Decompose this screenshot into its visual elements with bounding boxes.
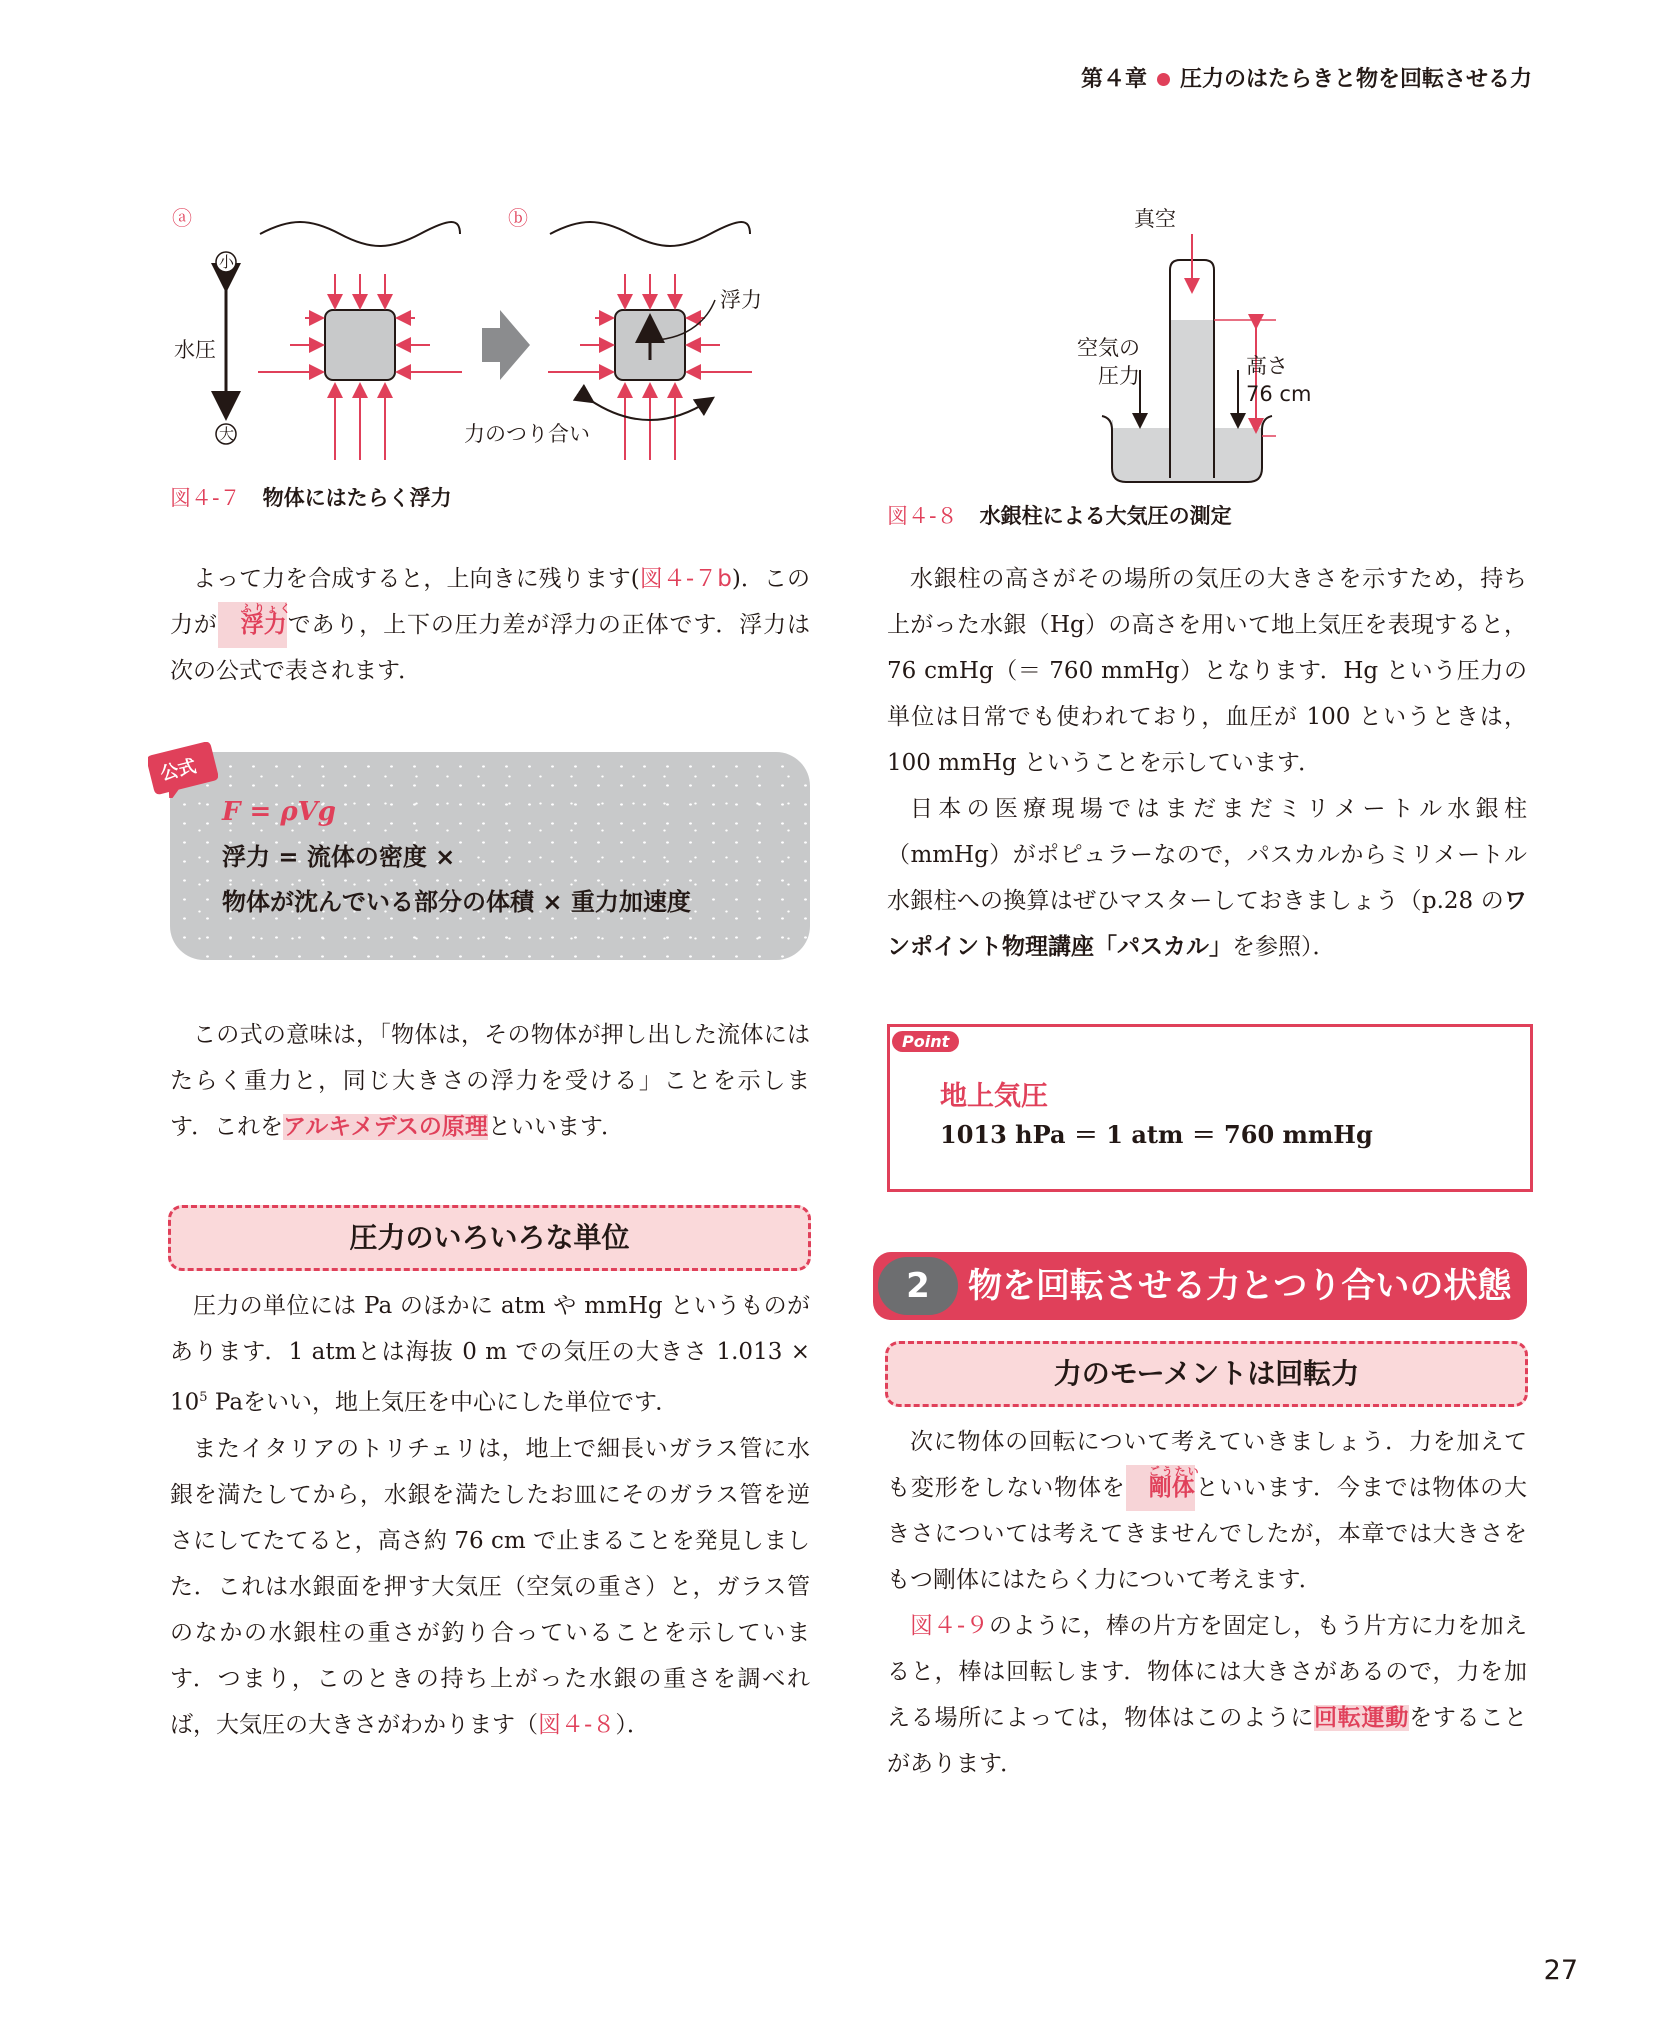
section-title: 物を回転させる力とつり合いの状態 bbox=[968, 1266, 1512, 1306]
fig-label-a: ⓐ bbox=[172, 206, 192, 230]
figure-4-8-caption bbox=[887, 500, 1232, 530]
left-paragraph-3: 圧力の単位には Pa のほかに atm や mmHg というものがあります．1 atmとは海抜 0 m での気圧の大きさ $1.013 \times 10^5$ Paをいい，地上気圧を中心にした単位です． またイタリアのトリチェリは，地上で細長いガラス管に水銀を満たしてから，水銀を満たしたお皿にそのガラス管を逆さにしてたてると，高さ約 76 cm で止まることを発見しました．これは水銀面を押す大気圧（空気の重さ）と，ガラス管のなかの水銀柱の重さが釣り合っていることを示しています．つまり，このときの持ち上がった水銀の重さを調べれば，大気圧の大きさがわかります（図４-８）． bbox=[170, 1293, 810, 1738]
bullet-dot-icon bbox=[1157, 73, 1170, 86]
chapter-title: 圧力のはたらきと物を回転させる力 bbox=[1179, 67, 1532, 92]
point-tag: Point bbox=[892, 1031, 959, 1052]
term-archimedes: アルキメデスの原理 bbox=[283, 1114, 488, 1140]
object-a bbox=[325, 310, 395, 380]
page-number: 27 bbox=[1543, 1955, 1578, 1986]
one-point-reference[interactable]: ワンポイント物理講座「パスカル」 bbox=[887, 888, 1527, 960]
water-surface-b bbox=[550, 222, 750, 246]
water-pressure-label: 水圧 bbox=[174, 338, 216, 362]
figure-ref-4-8[interactable]: 図４-８ bbox=[538, 1711, 616, 1738]
formula-content bbox=[222, 790, 691, 925]
formula-equation: F = ρVg bbox=[222, 797, 336, 827]
fig-label-b: ⓑ bbox=[508, 206, 528, 230]
subheading-moment: 力のモーメントは回転力 bbox=[885, 1341, 1528, 1407]
formula-line-2: 物体が沈んでいる部分の体積 × 重力加速度 bbox=[222, 888, 691, 916]
term-buoyancy: ふりょく 浮力 bbox=[218, 602, 287, 648]
caption-title: 物体にはたらく浮力 bbox=[262, 486, 452, 510]
left-paragraph-1: よって力を合成すると，上向きに残ります(図４-７b)．この力が ふりょく 浮力であり，上下の圧力差が浮力の正体です．浮力は次の公式で表されます． bbox=[170, 566, 811, 684]
formula-tag-label: 公式 bbox=[158, 755, 199, 785]
buoyancy-label: 浮力 bbox=[720, 288, 762, 312]
figure-ref-4-9[interactable]: 図４-９ bbox=[910, 1613, 989, 1639]
large-label: 大 bbox=[219, 425, 235, 443]
term-rotational-motion: 回転運動 bbox=[1314, 1705, 1410, 1731]
caption-number: 図４-７ bbox=[170, 486, 241, 510]
air-pressure-label: 空気の 圧力 bbox=[1077, 336, 1140, 388]
transition-arrow-icon bbox=[482, 310, 530, 380]
right-paragraph-1: 水銀柱の高さがその場所の気圧の大きさを示すため，持ち上がった水銀（Hg）の高さを用いて地上気圧を表現すると，76 cmHg（＝ 760 mmHg）となります．Hg という圧力の単位は日常でも使われており，血圧が 100 というときは，100 mmHg ということを示しています． 日本の医療現場ではまだまだミリメートル水銀柱（mmHg）がポピュラーなので，パスカルからミリメートル水銀柱への換算はぜひマスターしておきましょう（p.28 のワンポイント物理講座「パスカル」を参照）． bbox=[887, 566, 1527, 960]
chapter-label: 第４章 bbox=[1080, 67, 1147, 92]
figure-ref-4-7b[interactable]: 図４-７b bbox=[639, 566, 732, 592]
height-label: 高さ 76 cm bbox=[1246, 354, 1312, 406]
right-paragraph-3: 次に物体の回転について考えていきましょう．力を加えても変形をしない物体を ごうたい 剛体といいます．今までは物体の大きさについては考えてきませんでしたが，本章では大きさをもつ剛体にはたらく力について考えます． 図４-９のように，棒の片方を固定し，もう片方に力を加えると，棒は回転します．物体には大きさがあるので，力を加える場所によっては，物体はこのように回転運動をすることがあります． bbox=[887, 1429, 1528, 1777]
vacuum-label: 真空 bbox=[1134, 207, 1176, 231]
subheading-pressure-units: 圧力のいろいろな単位 bbox=[168, 1205, 811, 1271]
point-title: 地上気圧 bbox=[940, 1081, 1048, 1112]
caption-number: 図４-８ bbox=[887, 504, 958, 528]
small-label: 小 bbox=[219, 253, 235, 271]
section-number: 2 bbox=[878, 1257, 958, 1315]
caption-title: 水銀柱による大気圧の測定 bbox=[979, 504, 1232, 528]
running-header bbox=[1081, 62, 1532, 93]
left-paragraph-2: この式の意味は，「物体は，その物体が押し出した流体にはたらく重力と，同じ大きさの浮力を受ける」ことを示します．これをアルキメデスの原理といいます． bbox=[170, 1022, 810, 1140]
figure-4-7-caption bbox=[170, 482, 452, 512]
term-rigid-body: ごうたい 剛体 bbox=[1126, 1465, 1195, 1511]
point-value: 1013 hPa ＝ 1 atm ＝ 760 mmHg bbox=[940, 1120, 1373, 1149]
water-surface-a bbox=[260, 222, 460, 246]
formula-line-1: 浮力 = 流体の密度 × bbox=[222, 843, 456, 871]
balance-label: 力のつり合い bbox=[464, 422, 590, 446]
